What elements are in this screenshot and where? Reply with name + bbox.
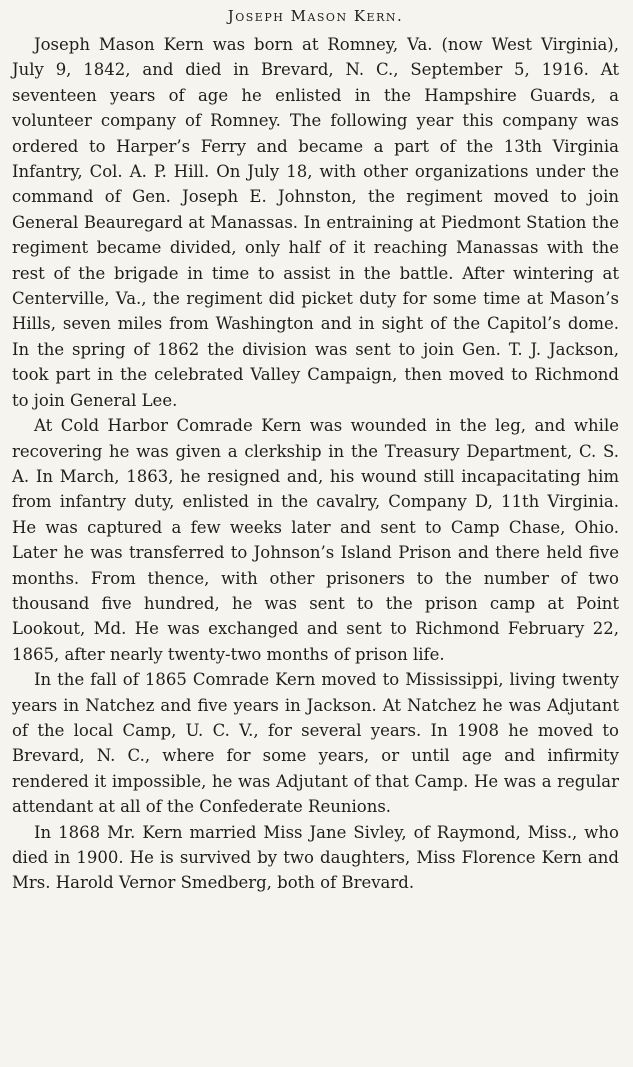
paragraph-postwar-life: In the fall of 1865 Comrade Kern moved to Mississippi, living twenty years in Natchez and five years in Jackson. At Natchez he was Adjutant of the local Camp, U. C. V., for several years. In 1908 he moved to Brevard, N. C., where for some years, or until age and infirmity rendered it impossible, he was Adjutant of that Camp. He was a regular attendant at all of the Confederate Reunions. — [12, 670, 619, 817]
paragraph-family: In 1868 Mr. Kern married Miss Jane Sivley, of Raymond, Miss., who died in 1900. He is survived by two daughters, Miss Florence Kern and Mrs. Harold Vernor Smedberg, both of Brevard. — [12, 822, 619, 893]
paragraph-birth-and-service: Joseph Mason Kern was born at Romney, Va. (now West Virginia), July 9, 1842, and died in Brevard, N. C., September 5, 1916. At seventeen years of age he enlisted in the Hampshire Guards, a volunteer company of Romney. The following year this company was ordered to Harper’s Ferry and became a part of the 13th Virginia Infantry, Col. A. P. Hill. On July 18, with other organizations under the command of Gen. Joseph E. Johnston, the regiment moved to join General Beauregard at Manassas. In entraining at Piedmont Station the regiment became divided, only half of it reaching Manassas with the rest of the brigade in time to assist in the battle. After wintering at Centerville, Va., the regiment did picket duty for some time at Mason’s Hills, seven miles from Washington and in sight of the Capitol’s dome. In the spring of 1862 the division was sent to join Gen. T. J. Jackson, took part in the celebrated Valley Campaign, then moved to Richmond to join General Lee. — [12, 35, 619, 410]
article-title: Joseph Mason Kern. — [227, 7, 404, 25]
paragraph-wound-and-imprisonment: At Cold Harbor Comrade Kern was wounded in the leg, and while recovering he was given a clerkship in the Treasury Department, C. S. A. In March, 1863, he resigned and, his wound still incapacitating him from infantry duty, enlisted in the cavalry, Company D, 11th Virginia. He was captured a few weeks later and sent to Camp Chase, Ohio. Later he was transferred to Johnson’s Island Prison and there held five months. From thence, with other prisoners to the number of two thousand five hundred, he was sent to the prison camp at Point Lookout, Md. He was exchanged and sent to Richmond February 22, 1865, after nearly twenty-two months of prison life. — [12, 416, 619, 664]
